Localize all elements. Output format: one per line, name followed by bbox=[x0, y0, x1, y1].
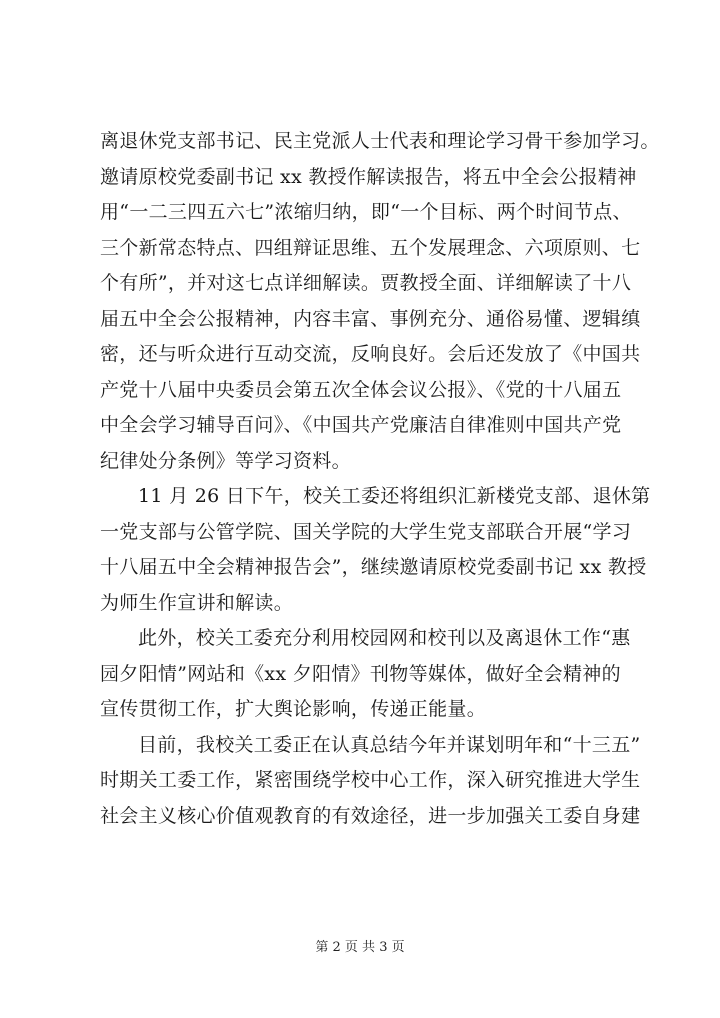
text-line: 十八届五中全会精神报告会”，继续邀请原校党委副书记 xx 教授 bbox=[100, 556, 647, 578]
text-line: 11 月 26 日下午，校关工委还将组织汇新楼党支部、退休第 bbox=[138, 485, 651, 507]
text-line: 三个新常态特点、四组辩证思维、五个发展理念、六项原则、七 bbox=[100, 236, 641, 259]
page-footer: 第 2 页 共 3 页 bbox=[315, 940, 405, 955]
text-line: 社会主义核心价值观教育的有效途径，进一步加强关工委自身建 bbox=[100, 804, 641, 827]
text-line: 园夕阳情”网站和《xx 夕阳情》刊物等媒体，做好全会精神的 bbox=[100, 662, 621, 685]
text-line: 一党支部与公管学院、国关学院的大学生党支部联合开展“学习 bbox=[100, 520, 632, 543]
text-line: 时期关工委工作，紧密围绕学校中心工作，深入研究推进大学生 bbox=[100, 769, 641, 791]
text-line: 邀请原校党委副书记 xx 教授作解读报告，将五中全会公报精神 bbox=[100, 165, 637, 188]
text-line: 中全会学习辅导百问》、《中国共产党廉洁自律准则中国共产党 bbox=[100, 414, 622, 436]
text-line: 密，还与听众进行互动交流，反响良好。会后还发放了《中国共 bbox=[100, 343, 641, 365]
text-line: 此外，校关工委充分利用校园网和校刊以及离退休工作“惠 bbox=[138, 627, 631, 649]
text-line: 宣传贯彻工作，扩大舆论影响，传递正能量。 bbox=[100, 698, 487, 720]
text-line: 届五中全会公报精神，内容丰富、事例充分、通俗易懂、逻辑缜 bbox=[100, 307, 641, 330]
document-body bbox=[100, 124, 660, 834]
text-line: 为师生作宣讲和解读。 bbox=[100, 591, 294, 614]
text-line: 个有所”，并对这七点详细解读。贾教授全面、详细解读了十八 bbox=[100, 272, 632, 294]
text-line: 离退休党支部书记、民主党派人士代表和理论学习骨干参加学习。 bbox=[100, 130, 660, 152]
text-line: 用“一二三四五六七”浓缩归纳，即“一个目标、两个时间节点、 bbox=[100, 201, 632, 223]
text-line: 产党十八届中央委员会第五次全体会议公报》、《党的十八届五 bbox=[100, 378, 622, 401]
text-line: 目前，我校关工委正在认真总结今年并谋划明年和“十三五” bbox=[138, 733, 641, 756]
text-line: 纪律处分条例》等学习资料。 bbox=[100, 449, 351, 472]
